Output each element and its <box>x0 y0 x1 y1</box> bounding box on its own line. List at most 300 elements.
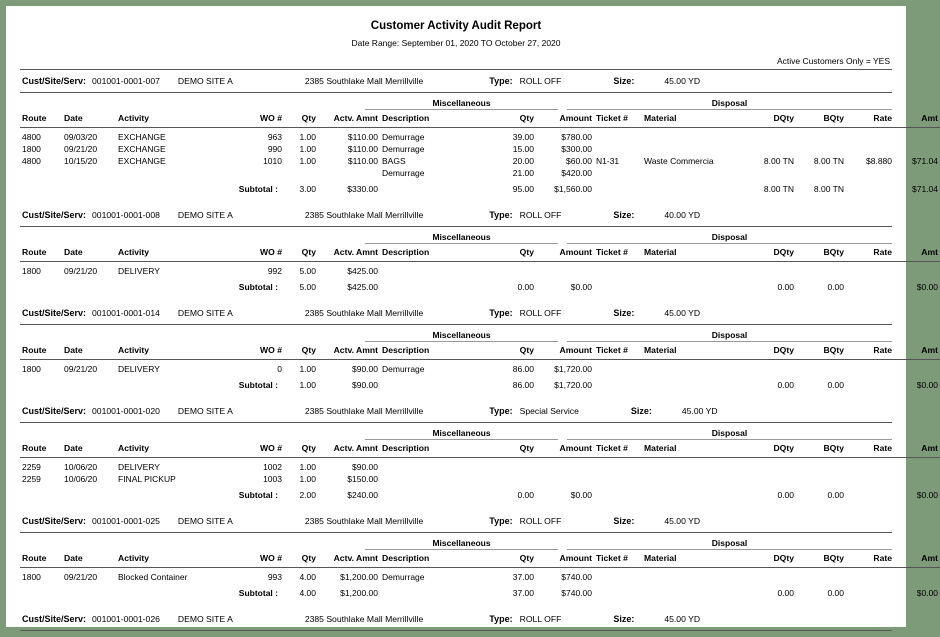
cell-material <box>642 131 736 143</box>
cell-actv-amnt: $425.00 <box>347 266 378 276</box>
col-ticket: Ticket # <box>594 342 642 360</box>
cell-route: 2259 <box>22 474 41 484</box>
subtotal-blank <box>380 375 484 394</box>
subtotal-actv-amnt: $425.00 <box>347 282 378 292</box>
table-row <box>20 473 940 485</box>
col-bqty: BQty <box>796 550 846 568</box>
cell-date: 09/21/20 <box>64 572 98 582</box>
cust-site-serv-code: 001001-0001-020 <box>92 406 160 416</box>
subtotal-misc-qty: 37.00 <box>512 588 534 598</box>
cell-rate <box>846 461 894 473</box>
col-activity: Activity <box>116 550 226 568</box>
col-ticket: Ticket # <box>594 244 642 262</box>
subtotal-qty: 1.00 <box>299 380 316 390</box>
table-body <box>20 128 940 199</box>
site-name: DEMO SITE A <box>177 516 233 526</box>
cell-description: BAGS <box>382 156 406 166</box>
subtotal-blank <box>62 179 116 198</box>
col-actv-amnt: Actv. Amnt <box>318 110 380 128</box>
cell-misc-amount: $780.00 <box>561 132 592 142</box>
table-row <box>20 143 940 155</box>
cell-misc-qty: 21.00 <box>512 168 534 178</box>
cell-activity: DELIVERY <box>118 364 160 374</box>
cell-date: 09/21/20 <box>64 144 98 154</box>
col-misc-qty: Qty <box>484 342 536 360</box>
cell-description <box>380 473 484 485</box>
subtotal-blank <box>116 375 226 394</box>
site-address: 2385 Southlake Mall Merrillville <box>304 210 424 220</box>
col-wo: WO # <box>226 440 284 458</box>
col-date: Date <box>62 440 116 458</box>
site-name: DEMO SITE A <box>177 308 233 318</box>
band-miscellaneous: Miscellaneous <box>365 330 558 342</box>
col-qty: Qty <box>284 440 318 458</box>
cell-dqty <box>736 131 796 143</box>
subtotal-dqty: 0.00 <box>777 282 794 292</box>
subtotal-amt: $0.00 <box>916 282 938 292</box>
band-disposal: Disposal <box>567 428 892 440</box>
col-misc-amount: Amount <box>536 110 594 128</box>
col-amt: Amt <box>894 342 940 360</box>
cell-actv-amnt: $110.00 <box>347 144 378 154</box>
cell-wo: 993 <box>267 572 282 582</box>
cell-misc-qty: 39.00 <box>512 132 534 142</box>
activity-table <box>20 440 940 504</box>
col-description: Description <box>380 550 484 568</box>
column-group-bands <box>20 533 892 550</box>
customer-section <box>20 70 938 204</box>
subtotal-misc-amount: $1,720.00 <box>554 380 592 390</box>
cell-misc-qty: 20.00 <box>512 156 534 166</box>
table-row <box>20 461 940 473</box>
subtotal-bqty: 0.00 <box>827 380 844 390</box>
cell-qty: 1.00 <box>299 474 316 484</box>
size-value: 45.00 YD <box>664 76 701 86</box>
cell-misc-amount: $60.00 <box>566 156 592 166</box>
size-value: 45.00 YD <box>681 406 718 416</box>
col-date: Date <box>62 244 116 262</box>
col-amt: Amt <box>894 440 940 458</box>
cell-route: 4800 <box>22 132 41 142</box>
cell-actv-amnt: $90.00 <box>352 364 378 374</box>
site-address: 2385 Southlake Mall Merrillville <box>304 614 424 624</box>
subtotal-label: Subtotal : <box>238 380 278 390</box>
cell-bqty <box>796 265 846 277</box>
col-dqty: DQty <box>736 440 796 458</box>
cell-wo: 1002 <box>263 462 282 472</box>
cust-site-serv-code: 001001-0001-026 <box>92 614 160 624</box>
band-miscellaneous: Miscellaneous <box>365 428 558 440</box>
subtotal-blank <box>116 583 226 602</box>
cell-misc-qty: 37.00 <box>512 572 534 582</box>
report-sections <box>20 70 938 637</box>
cell-date: 10/06/20 <box>64 462 98 472</box>
col-material: Material <box>642 550 736 568</box>
site-address: 2385 Southlake Mall Merrillville <box>304 76 424 86</box>
cell-ticket <box>594 167 642 179</box>
cell-description: Demurrage <box>382 132 425 142</box>
customer-section <box>20 510 938 608</box>
subtotal-actv-amnt: $90.00 <box>352 380 378 390</box>
subtotal-blank <box>594 375 642 394</box>
subtotal-amt: $0.00 <box>916 380 938 390</box>
subtotal-qty: 3.00 <box>299 184 316 194</box>
col-route: Route <box>20 110 62 128</box>
col-date: Date <box>62 550 116 568</box>
table-header-row <box>20 550 940 568</box>
customer-section <box>20 608 892 637</box>
cust-site-serv-code: 001001-0001-014 <box>92 308 160 318</box>
cell-qty: 1.00 <box>299 144 316 154</box>
cust-site-serv-code: 001001-0001-008 <box>92 210 160 220</box>
cell-ticket <box>594 473 642 485</box>
col-dqty: DQty <box>736 550 796 568</box>
customer-header <box>20 70 892 92</box>
customer-header <box>20 400 892 422</box>
size-label: Size: <box>613 210 635 220</box>
col-qty: Qty <box>284 110 318 128</box>
report-date-range: Date Range: September 01, 2020 TO October 27, 2020 <box>351 38 561 48</box>
cell-material <box>642 363 736 375</box>
column-group-bands <box>20 93 892 110</box>
subtotal-rate <box>846 583 894 602</box>
col-rate: Rate <box>846 550 894 568</box>
col-wo: WO # <box>226 244 284 262</box>
col-material: Material <box>642 440 736 458</box>
col-ticket: Ticket # <box>594 550 642 568</box>
table-row <box>20 131 940 143</box>
activity-table <box>20 244 940 296</box>
subtotal-blank <box>380 583 484 602</box>
subtotal-qty: 5.00 <box>299 282 316 292</box>
cell-material <box>642 473 736 485</box>
cell-dqty <box>736 143 796 155</box>
subtotal-misc-amount: $1,560.00 <box>554 184 592 194</box>
subtotal-blank <box>62 583 116 602</box>
cell-activity: Blocked Container <box>118 572 188 582</box>
cust-site-serv-code: 001001-0001-007 <box>92 76 160 86</box>
subtotal-amt: $0.00 <box>916 490 938 500</box>
table-body <box>20 360 940 395</box>
cust-site-serv-label: Cust/Site/Serv: <box>22 308 87 318</box>
cell-bqty <box>796 167 846 179</box>
cell-description: Demurrage <box>382 168 425 178</box>
col-material: Material <box>642 342 736 360</box>
cell-ticket: N1-31 <box>596 156 620 166</box>
cell-material <box>642 265 736 277</box>
type-label: Type: <box>489 406 513 416</box>
type-label: Type: <box>489 308 513 318</box>
cell-actv-amnt: $150.00 <box>347 474 378 484</box>
cell-dqty <box>736 167 796 179</box>
size-value: 45.00 YD <box>664 614 701 624</box>
col-misc-amount: Amount <box>536 550 594 568</box>
cell-material: Waste Commercia <box>644 156 714 166</box>
type-value: ROLL OFF <box>519 614 562 624</box>
subtotal-blank <box>380 179 484 198</box>
type-label: Type: <box>489 614 513 624</box>
cell-misc-qty <box>484 461 536 473</box>
cell-ticket <box>594 131 642 143</box>
cell-bqty <box>796 143 846 155</box>
cell-route: 1800 <box>22 144 41 154</box>
subtotal-blank <box>20 375 62 394</box>
table-row <box>20 155 940 167</box>
col-route: Route <box>20 440 62 458</box>
cell-rate <box>846 143 894 155</box>
col-rate: Rate <box>846 342 894 360</box>
col-ticket: Ticket # <box>594 440 642 458</box>
cell-qty: 1.00 <box>299 462 316 472</box>
subtotal-bqty: 0.00 <box>827 588 844 598</box>
size-label: Size: <box>613 516 635 526</box>
cell-date: 09/03/20 <box>64 132 98 142</box>
subtotal-label: Subtotal : <box>238 588 278 598</box>
cell-misc-qty: 86.00 <box>512 364 534 374</box>
cell-route: 1800 <box>22 364 41 374</box>
col-date: Date <box>62 110 116 128</box>
table-header-row <box>20 244 940 262</box>
col-rate: Rate <box>846 440 894 458</box>
cell-material <box>642 167 736 179</box>
cell-date: 10/06/20 <box>64 474 98 484</box>
cell-dqty <box>736 363 796 375</box>
col-bqty: BQty <box>796 244 846 262</box>
cell-misc-amount: $420.00 <box>561 168 592 178</box>
col-qty: Qty <box>284 342 318 360</box>
subtotal-qty: 4.00 <box>299 588 316 598</box>
cell-ticket <box>594 265 642 277</box>
table-header-row <box>20 342 940 360</box>
cell-amt <box>894 143 940 155</box>
subtotal-blank <box>62 375 116 394</box>
subtotal-blank <box>594 485 642 504</box>
subtotal-label: Subtotal : <box>238 282 278 292</box>
cell-wo: 963 <box>267 132 282 142</box>
cell-route: 1800 <box>22 572 41 582</box>
col-rate: Rate <box>846 110 894 128</box>
col-bqty: BQty <box>796 440 846 458</box>
subtotal-row <box>20 179 940 198</box>
type-label: Type: <box>489 210 513 220</box>
subtotal-misc-qty: 95.00 <box>512 184 534 194</box>
subtotal-actv-amnt: $240.00 <box>347 490 378 500</box>
col-wo: WO # <box>226 550 284 568</box>
type-value: ROLL OFF <box>519 308 562 318</box>
cell-wo: 1010 <box>263 156 282 166</box>
subtotal-blank <box>642 277 736 296</box>
subtotal-blank <box>642 583 736 602</box>
subtotal-blank <box>380 485 484 504</box>
subtotal-qty: 2.00 <box>299 490 316 500</box>
cell-amt <box>894 131 940 143</box>
col-misc-qty: Qty <box>484 440 536 458</box>
cell-description <box>380 265 484 277</box>
cell-rate <box>846 167 894 179</box>
col-actv-amnt: Actv. Amnt <box>318 440 380 458</box>
col-activity: Activity <box>116 110 226 128</box>
table-header-row <box>20 110 940 128</box>
band-disposal: Disposal <box>567 98 892 110</box>
col-actv-amnt: Actv. Amnt <box>318 244 380 262</box>
activity-table <box>20 550 940 602</box>
col-ticket: Ticket # <box>594 110 642 128</box>
cell-rate <box>846 473 894 485</box>
col-date: Date <box>62 342 116 360</box>
subtotal-blank <box>116 179 226 198</box>
section-gap <box>20 631 892 637</box>
subtotal-label: Subtotal : <box>238 490 278 500</box>
col-activity: Activity <box>116 342 226 360</box>
subtotal-blank <box>62 277 116 296</box>
cell-activity: DELIVERY <box>118 266 160 276</box>
col-misc-qty: Qty <box>484 550 536 568</box>
col-dqty: DQty <box>736 244 796 262</box>
col-qty: Qty <box>284 550 318 568</box>
cell-wo: 0 <box>277 364 282 374</box>
cell-dqty: 8.00 TN <box>763 156 794 166</box>
band-miscellaneous: Miscellaneous <box>365 232 558 244</box>
subtotal-misc-qty: 0.00 <box>517 490 534 500</box>
col-misc-qty: Qty <box>484 110 536 128</box>
subtotal-blank <box>594 277 642 296</box>
col-material: Material <box>642 110 736 128</box>
cell-dqty <box>736 473 796 485</box>
cell-misc-qty <box>484 473 536 485</box>
col-amt: Amt <box>894 244 940 262</box>
cell-route: 4800 <box>22 156 41 166</box>
cell-bqty <box>796 473 846 485</box>
cell-actv-amnt: $110.00 <box>347 132 378 142</box>
cell-rate <box>846 265 894 277</box>
cell-misc-amount <box>536 265 594 277</box>
cust-site-serv-label: Cust/Site/Serv: <box>22 614 87 624</box>
col-misc-qty: Qty <box>484 244 536 262</box>
col-wo: WO # <box>226 342 284 360</box>
site-name: DEMO SITE A <box>177 210 233 220</box>
cell-misc-amount: $1,720.00 <box>554 364 592 374</box>
subtotal-amt: $0.00 <box>916 588 938 598</box>
col-activity: Activity <box>116 440 226 458</box>
size-label: Size: <box>630 406 652 416</box>
subtotal-misc-amount: $0.00 <box>570 490 592 500</box>
cell-ticket <box>594 571 642 583</box>
col-dqty: DQty <box>736 342 796 360</box>
cell-activity: DELIVERY <box>118 462 160 472</box>
type-value: ROLL OFF <box>519 516 562 526</box>
customer-section <box>20 302 938 400</box>
subtotal-misc-qty: 0.00 <box>517 282 534 292</box>
col-qty: Qty <box>284 244 318 262</box>
col-bqty: BQty <box>796 110 846 128</box>
cell-material <box>642 571 736 583</box>
size-value: 45.00 YD <box>664 516 701 526</box>
type-value: ROLL OFF <box>519 76 562 86</box>
size-label: Size: <box>613 614 635 624</box>
cell-qty: 1.00 <box>299 156 316 166</box>
subtotal-blank <box>380 277 484 296</box>
column-group-bands <box>20 325 892 342</box>
size-value: 40.00 YD <box>664 210 701 220</box>
subtotal-dqty: 8.00 TN <box>763 184 794 194</box>
subtotal-blank <box>20 485 62 504</box>
cell-misc-amount: $300.00 <box>561 144 592 154</box>
cell-bqty <box>796 131 846 143</box>
report-active-customers-flag: Active Customers Only = YES <box>777 56 890 66</box>
subtotal-bqty: 0.00 <box>827 282 844 292</box>
subtotal-blank <box>20 277 62 296</box>
cell-amt <box>894 167 940 179</box>
type-value: Special Service <box>519 406 579 416</box>
col-route: Route <box>20 342 62 360</box>
subtotal-blank <box>642 485 736 504</box>
subtotal-blank <box>116 277 226 296</box>
subtotal-blank <box>20 583 62 602</box>
cell-description: Demurrage <box>382 364 425 374</box>
size-label: Size: <box>613 308 635 318</box>
cell-qty: 5.00 <box>299 266 316 276</box>
cell-date: 09/21/20 <box>64 364 98 374</box>
column-group-bands <box>20 227 892 244</box>
subtotal-amt: $71.04 <box>912 184 938 194</box>
cell-wo: 1003 <box>263 474 282 484</box>
subtotal-actv-amnt: $1,200.00 <box>340 588 378 598</box>
subtotal-row <box>20 375 940 394</box>
customer-header <box>20 302 892 324</box>
col-actv-amnt: Actv. Amnt <box>318 342 380 360</box>
cell-route: 1800 <box>22 266 41 276</box>
subtotal-rate <box>846 277 894 296</box>
cell-amt <box>894 571 940 583</box>
cell-ticket <box>594 461 642 473</box>
cell-rate <box>846 363 894 375</box>
cell-dqty <box>736 461 796 473</box>
col-description: Description <box>380 342 484 360</box>
cell-misc-qty: 15.00 <box>512 144 534 154</box>
cell-misc-amount <box>536 461 594 473</box>
site-name: DEMO SITE A <box>177 614 233 624</box>
cell-qty: 4.00 <box>299 572 316 582</box>
table-header-row <box>20 440 940 458</box>
cell-amt <box>894 461 940 473</box>
column-group-bands <box>20 423 892 440</box>
cust-site-serv-label: Cust/Site/Serv: <box>22 516 87 526</box>
table-body <box>20 458 940 505</box>
customer-section <box>20 400 938 510</box>
cell-material <box>642 143 736 155</box>
subtotal-blank <box>642 375 736 394</box>
cell-wo <box>226 167 284 179</box>
band-miscellaneous: Miscellaneous <box>365 538 558 550</box>
cell-ticket <box>594 363 642 375</box>
col-rate: Rate <box>846 244 894 262</box>
subtotal-blank <box>20 179 62 198</box>
customer-section <box>20 204 938 302</box>
cell-ticket <box>594 143 642 155</box>
cell-route: 2259 <box>22 462 41 472</box>
col-description: Description <box>380 244 484 262</box>
cell-description: Demurrage <box>382 144 425 154</box>
cell-amt <box>894 265 940 277</box>
cell-bqty: 8.00 TN <box>813 156 844 166</box>
subtotal-blank <box>62 485 116 504</box>
cell-wo: 990 <box>267 144 282 154</box>
subtotal-row <box>20 583 940 602</box>
cell-rate <box>846 131 894 143</box>
cell-misc-amount <box>536 473 594 485</box>
page-title: Customer Activity Audit Report <box>370 20 542 32</box>
site-address: 2385 Southlake Mall Merrillville <box>304 308 424 318</box>
